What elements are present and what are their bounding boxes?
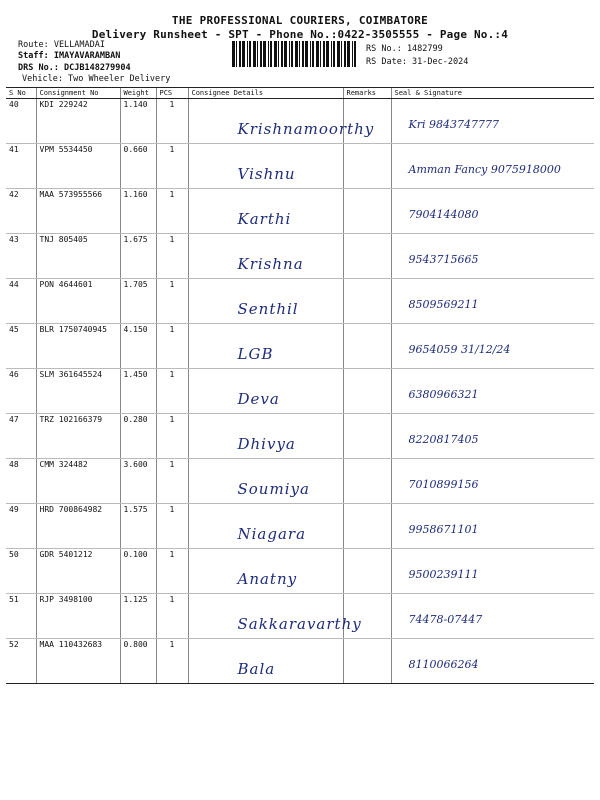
weight-value: 3.600 (123, 460, 148, 469)
cell-sno: 42 (6, 189, 36, 234)
barcode-bar (344, 41, 346, 67)
consignee-handwritten-name: Vishnu (237, 165, 296, 183)
cell-signature (391, 189, 594, 234)
cell-pcs (156, 594, 188, 639)
cell-consignment-no: RJP 3498100 (36, 594, 120, 639)
barcode-bar (299, 41, 300, 67)
barcode-bar (354, 41, 356, 67)
pcs-value: 1 (169, 595, 175, 604)
cell-consignee (188, 99, 375, 144)
signature-handwritten: 8110066264 (408, 658, 479, 671)
col-header-sno: S No (6, 88, 36, 99)
pcs-value: 1 (169, 415, 175, 424)
cell-weight (120, 414, 156, 459)
cell-signature (391, 279, 594, 324)
col-header-pcs: PCS (156, 88, 188, 99)
cell-sno: 52 (6, 639, 36, 684)
barcode-bar (278, 41, 279, 67)
table-row (6, 549, 594, 594)
barcode-bar (284, 41, 287, 67)
pcs-value: 1 (169, 640, 175, 649)
cell-remarks (343, 504, 391, 549)
cell-pcs (156, 99, 188, 144)
consignee-handwritten-name: LGB (237, 345, 274, 363)
cell-signature (391, 549, 594, 594)
cell-sno: 43 (6, 234, 36, 279)
signature-handwritten: 9500239111 (408, 568, 479, 581)
cell-consignee (188, 504, 343, 549)
cell-consignee (188, 279, 343, 324)
cell-remarks (343, 189, 391, 234)
cell-weight (120, 189, 156, 234)
signature-handwritten: Amman Fancy 9075918000 (408, 163, 561, 176)
signature-handwritten: 74478-07447 (408, 613, 483, 626)
cell-weight (120, 459, 156, 504)
pcs-value: 1 (169, 280, 175, 289)
cell-signature (391, 324, 594, 369)
cell-sno: 50 (6, 549, 36, 594)
consignee-handwritten-name: Krishna (237, 255, 304, 273)
staff-line (18, 51, 120, 61)
table-row (6, 414, 594, 459)
cell-weight (120, 324, 156, 369)
weight-value: 1.675 (123, 235, 148, 244)
barcode-bar (232, 41, 235, 67)
consignee-handwritten-name: Sakkaravarthy (237, 615, 362, 633)
barcode-bar (253, 41, 256, 67)
cell-remarks (343, 234, 391, 279)
consignee-handwritten-name: Senthil (237, 300, 299, 318)
cell-pcs (156, 189, 188, 234)
cell-sno: 41 (6, 144, 36, 189)
signature-handwritten: 6380966321 (408, 388, 479, 401)
table-row (6, 504, 594, 549)
consignee-handwritten-name: Anatny (237, 570, 298, 588)
consignee-handwritten-name: Dhivya (237, 435, 296, 453)
weight-value: 0.280 (123, 415, 148, 424)
signature-handwritten: 7010899156 (408, 478, 479, 491)
weight-value: 0.660 (123, 145, 148, 154)
table-row (6, 639, 594, 684)
cell-consignment-no: PON 4644601 (36, 279, 120, 324)
barcode-bar (260, 41, 262, 67)
col-header-consignee: Consignee Details (188, 88, 343, 99)
barcode-bar (247, 41, 248, 67)
table-row (6, 594, 594, 639)
barcode-bar (236, 41, 237, 67)
consignee-handwritten-name: Karthi (237, 210, 292, 228)
barcode-bar (305, 41, 308, 67)
table-row (6, 459, 594, 504)
cell-signature (391, 234, 594, 279)
barcode-bar (257, 41, 258, 67)
cell-weight (120, 144, 156, 189)
barcode-bar (326, 41, 329, 67)
cell-sno: 48 (6, 459, 36, 504)
table-row (6, 279, 594, 324)
weight-value: 0.800 (123, 640, 148, 649)
barcode-bar (274, 41, 277, 67)
col-header-remarks: Remarks (343, 88, 391, 99)
cell-signature (391, 414, 594, 459)
cell-consignee (188, 549, 343, 594)
cell-signature (391, 594, 594, 639)
cell-sno: 40 (6, 99, 36, 144)
cell-pcs (156, 504, 188, 549)
cell-remarks (343, 324, 391, 369)
pcs-value: 1 (169, 190, 175, 199)
signature-handwritten: 7904144080 (408, 208, 479, 221)
cell-pcs (156, 144, 188, 189)
cell-remarks (343, 414, 391, 459)
barcode-bar (310, 41, 311, 67)
cell-weight (120, 369, 156, 414)
cell-consignment-no: CMM 324482 (36, 459, 120, 504)
signature-handwritten: 9654059 31/12/24 (408, 343, 511, 356)
barcode-bar (331, 41, 332, 67)
cell-consignee (188, 144, 343, 189)
barcode-bar (291, 41, 293, 67)
barcode-bar (263, 41, 266, 67)
cell-consignee (188, 189, 343, 234)
cell-consignee (188, 459, 343, 504)
cell-remarks (343, 369, 391, 414)
cell-consignment-no: HRD 700864982 (36, 504, 120, 549)
cell-signature (391, 369, 594, 414)
barcode-bar (323, 41, 325, 67)
cell-consignment-no: KDI 229242 (36, 99, 120, 144)
signature-handwritten: Kri 9843747777 (408, 118, 499, 131)
cell-signature (391, 459, 594, 504)
pcs-value: 1 (169, 325, 175, 334)
cell-consignment-no: SLM 361645524 (36, 369, 120, 414)
barcode-bar (320, 41, 321, 67)
cell-consignee (188, 369, 343, 414)
cell-weight (120, 639, 156, 684)
weight-value: 1.575 (123, 505, 148, 514)
barcode-bar (302, 41, 304, 67)
cell-consignee (188, 324, 343, 369)
weight-value: 0.100 (123, 550, 148, 559)
cell-signature (391, 504, 594, 549)
consignee-handwritten-name: Krishnamoorthy (237, 120, 375, 138)
pcs-value: 1 (169, 505, 175, 514)
cell-signature (391, 639, 594, 684)
cell-consignee (188, 414, 343, 459)
barcode-bar (295, 41, 298, 67)
cell-weight (120, 99, 156, 144)
cell-consignee (188, 594, 362, 639)
cell-consignment-no: GDR 5401212 (36, 549, 120, 594)
cell-pcs (156, 639, 188, 684)
cell-weight (120, 279, 156, 324)
barcode-bar (352, 41, 353, 67)
cell-consignment-no: TRZ 102166379 (36, 414, 120, 459)
cell-consignee (188, 234, 343, 279)
cell-remarks (343, 279, 391, 324)
col-header-signature: Seal & Signature (391, 88, 594, 99)
cell-weight (120, 594, 156, 639)
cell-consignment-no: MAA 573955566 (36, 189, 120, 234)
cell-consignment-no: VPM 5534450 (36, 144, 120, 189)
route-label: Route: VELLAMADAI (18, 40, 105, 50)
barcode-bar (337, 41, 340, 67)
cell-remarks (343, 459, 391, 504)
cell-consignment-no: MAA 110432683 (36, 639, 120, 684)
signature-handwritten: 8220817405 (408, 433, 479, 446)
pcs-value: 1 (169, 550, 175, 559)
pcs-value: 1 (169, 460, 175, 469)
consignee-handwritten-name: Niagara (237, 525, 307, 543)
cell-pcs (156, 414, 188, 459)
pcs-value: 1 (169, 145, 175, 154)
pcs-value: 1 (169, 370, 175, 379)
table-header-row (6, 88, 594, 99)
rs-number: RS No.: 1482799 (366, 44, 443, 54)
cell-signature (391, 144, 594, 189)
cell-pcs (156, 369, 188, 414)
weight-value: 1.160 (123, 190, 148, 199)
staff-name: IMAYAVARAMBAN (53, 51, 121, 61)
barcode-bar (347, 41, 350, 67)
cell-pcs (156, 459, 188, 504)
barcode-bar (270, 41, 272, 67)
table-row (6, 324, 594, 369)
cell-remarks (343, 639, 391, 684)
cell-sno: 51 (6, 594, 36, 639)
cell-consignment-no: TNJ 805405 (36, 234, 120, 279)
weight-value: 1.140 (123, 100, 148, 109)
vehicle-label: Vehicle: Two Wheeler Delivery (22, 74, 171, 84)
rs-date: RS Date: 31-Dec-2024 (366, 57, 469, 67)
company-title: THE PROFESSIONAL COURIERS, COIMBATORE (171, 14, 429, 27)
barcode-bar (242, 41, 245, 67)
barcode-bar (249, 41, 251, 67)
consignee-handwritten-name: Deva (237, 390, 280, 408)
table-row (6, 369, 594, 414)
table-row (6, 144, 594, 189)
barcode-bar (333, 41, 335, 67)
weight-value: 1.705 (123, 280, 148, 289)
signature-handwritten: 9958671101 (408, 523, 479, 536)
cell-pcs (156, 549, 188, 594)
cell-remarks (343, 144, 391, 189)
drs-number: DRS No.: DCJB148279904 (18, 63, 131, 73)
signature-handwritten: 9543715665 (408, 253, 479, 266)
cell-weight (120, 234, 156, 279)
table-row (6, 189, 594, 234)
barcode-bar (239, 41, 241, 67)
cell-remarks (343, 549, 391, 594)
consignee-handwritten-name: Bala (237, 660, 276, 678)
cell-sno: 47 (6, 414, 36, 459)
cell-sno: 46 (6, 369, 36, 414)
cell-sno: 44 (6, 279, 36, 324)
pcs-value: 1 (169, 235, 175, 244)
barcode-bar (341, 41, 342, 67)
cell-signature (391, 99, 594, 144)
barcode-bar (268, 41, 269, 67)
barcode-image (232, 41, 358, 67)
col-header-weight: Weight (120, 88, 156, 99)
barcode-bar (289, 41, 290, 67)
signature-handwritten: 8509569211 (408, 298, 479, 311)
barcode-bar (312, 41, 314, 67)
cell-pcs (156, 279, 188, 324)
barcode-bar (281, 41, 283, 67)
barcode-bar (316, 41, 319, 67)
cell-pcs (156, 234, 188, 279)
cell-sno: 45 (6, 324, 36, 369)
cell-sno: 49 (6, 504, 36, 549)
cell-weight (120, 504, 156, 549)
cell-consignment-no: BLR 1750740945 (36, 324, 120, 369)
cell-pcs (156, 324, 188, 369)
weight-value: 1.125 (123, 595, 148, 604)
cell-consignee (188, 639, 343, 684)
table-row (6, 234, 594, 279)
pcs-value: 1 (169, 100, 175, 109)
weight-value: 4.150 (123, 325, 148, 334)
staff-label: Staff: (18, 51, 49, 61)
weight-value: 1.450 (123, 370, 148, 379)
col-header-consignment: Consignment No (36, 88, 120, 99)
cell-weight (120, 549, 156, 594)
runsheet-subtitle: Delivery Runsheet - SPT - Phone No.:0422-3505555 - Page No.:4 (91, 28, 509, 41)
delivery-table (6, 87, 594, 684)
consignee-handwritten-name: Soumiya (237, 480, 310, 498)
table-row (6, 99, 594, 144)
